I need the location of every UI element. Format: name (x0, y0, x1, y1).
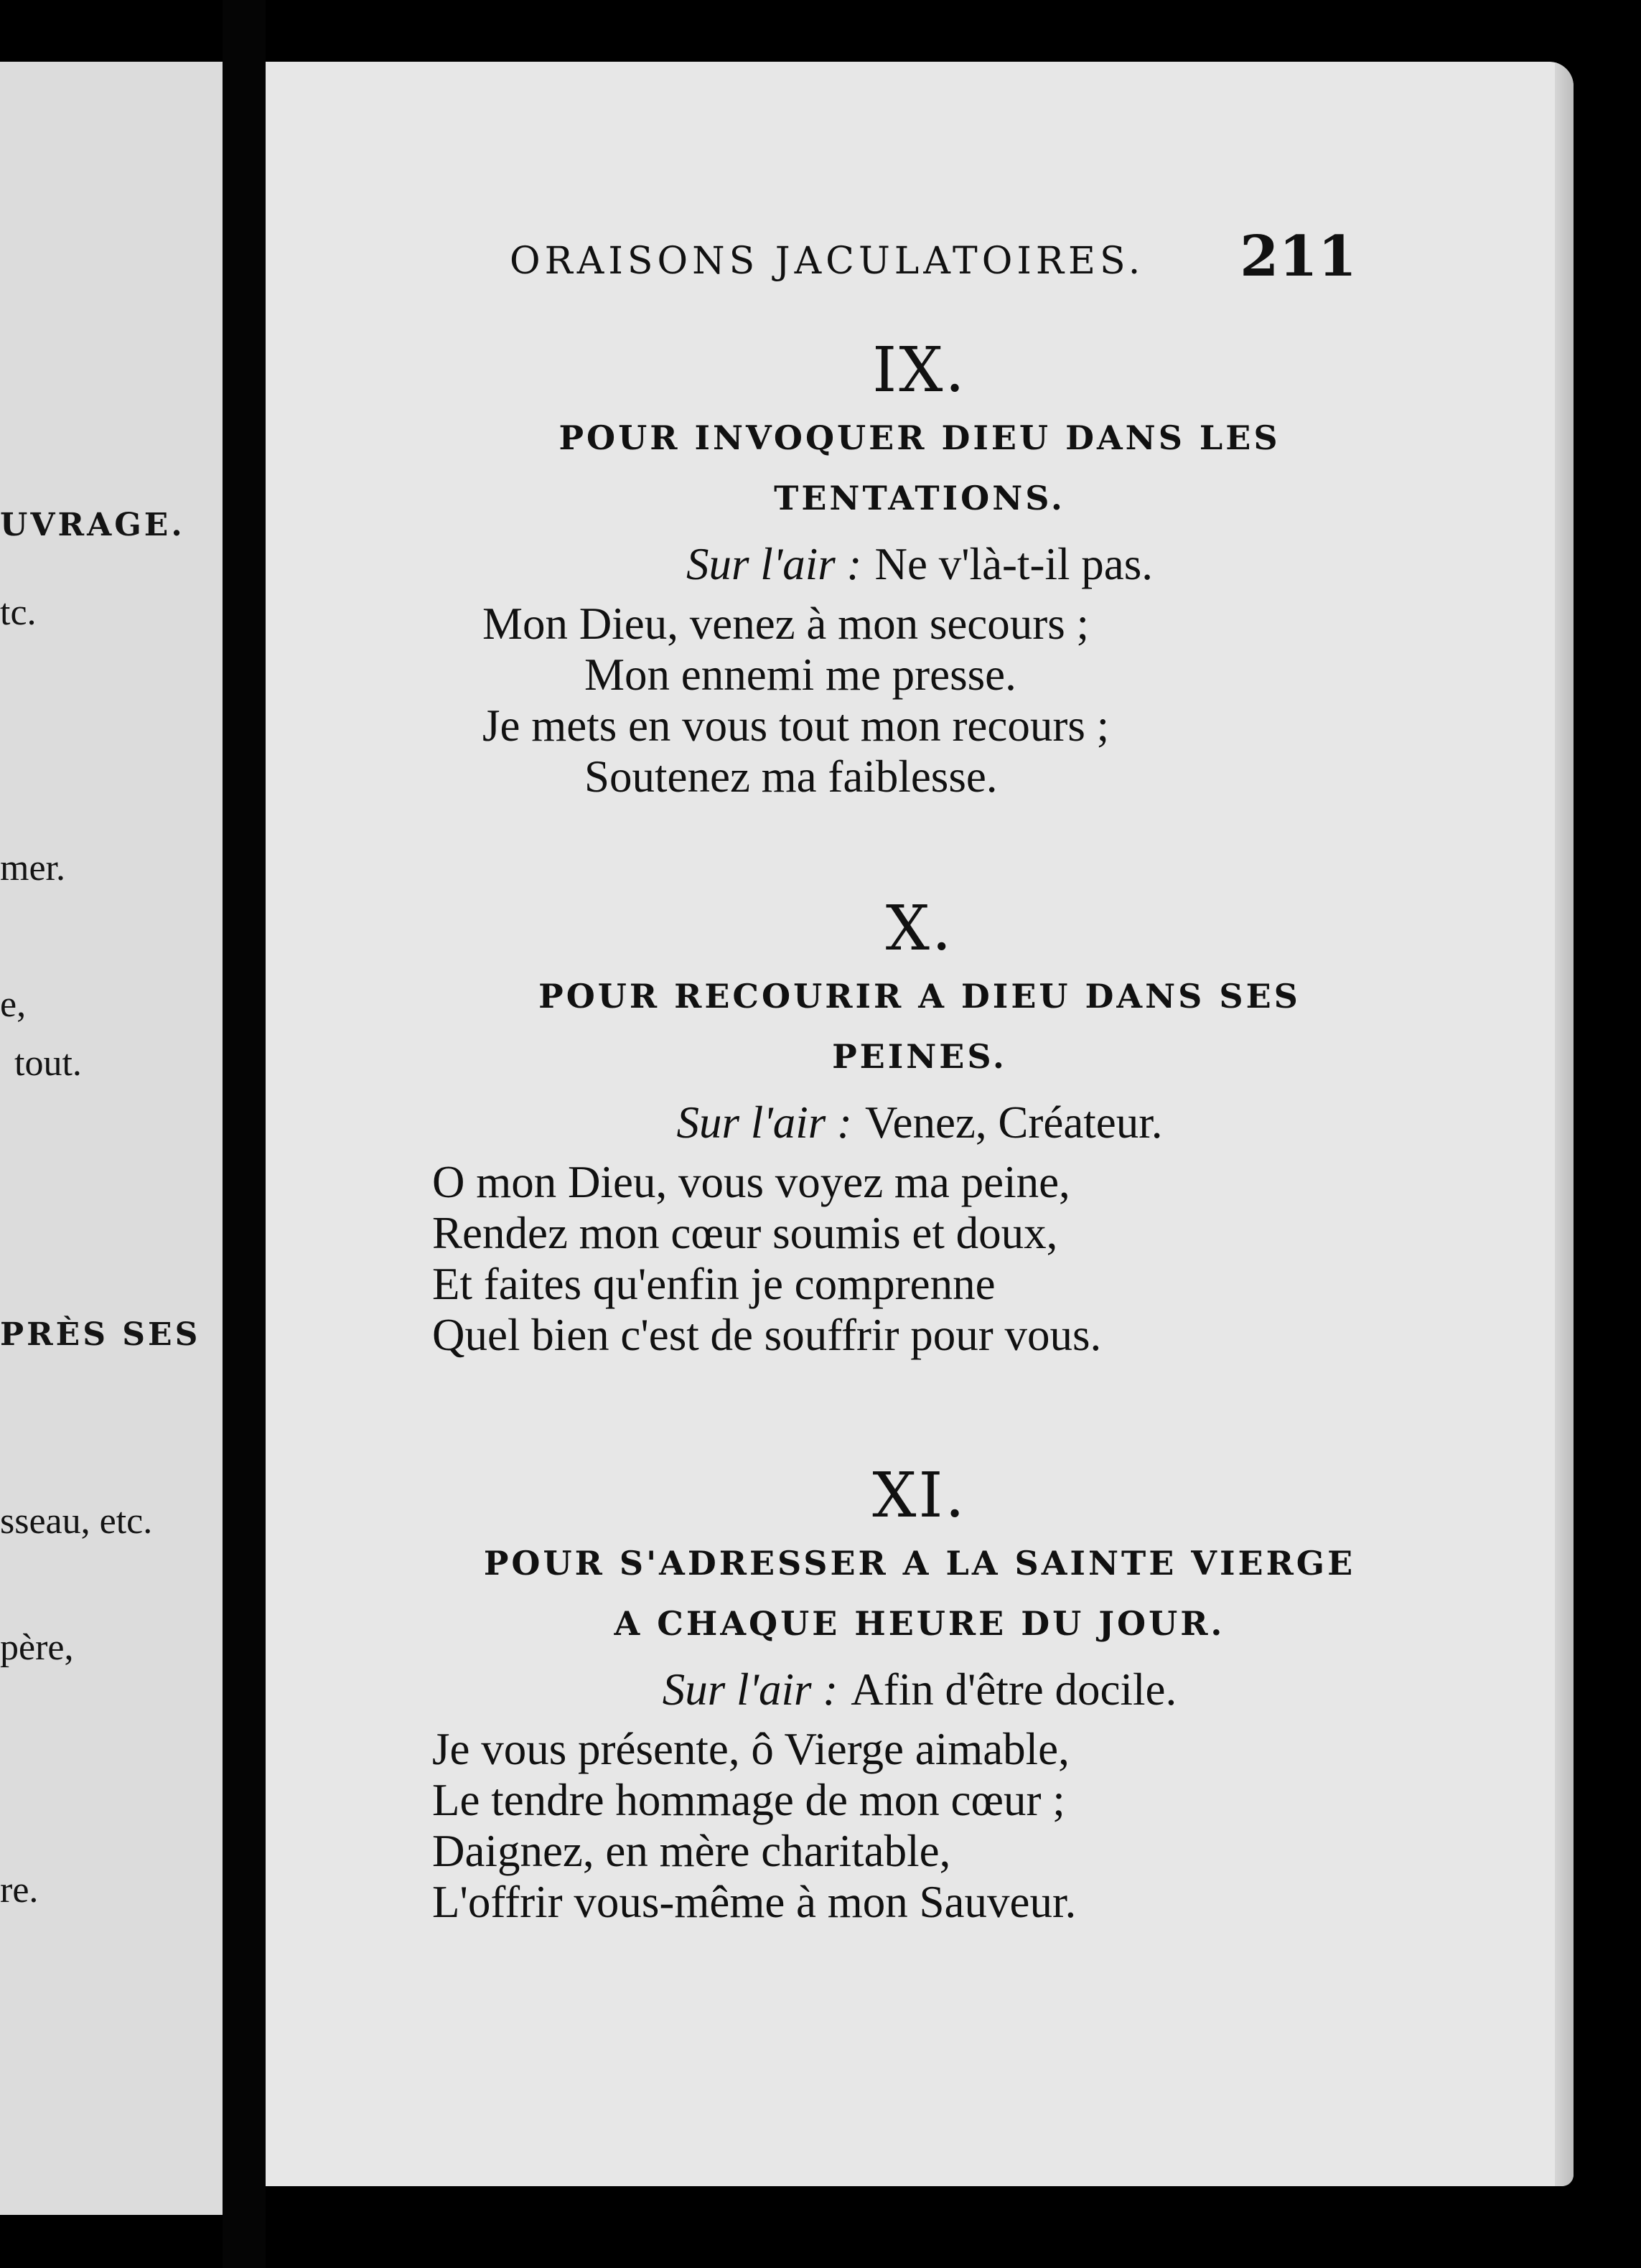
verse-line: Daignez, en mère charitable, (432, 1826, 951, 1876)
left-page-fragment (0, 62, 223, 2215)
section-heading-line: POUR RECOURIR A DIEU DANS SES (538, 977, 1301, 1016)
verse-line: Quel bien c'est de souffrir pour vous. (432, 1310, 1102, 1360)
tune-line (266, 1090, 1574, 1156)
tune-name: Afin d'être docile. (851, 1664, 1177, 1715)
tune-label: Sur l'air : (686, 539, 862, 589)
left-page-line: tout. (14, 1043, 82, 1084)
section-numeral: IX. (872, 334, 967, 406)
tune-name: Venez, Créateur. (864, 1097, 1163, 1148)
left-page-line: UVRAGE. (0, 507, 185, 543)
running-header (510, 224, 1357, 303)
tune-name: Ne v'là-t-il pas. (874, 539, 1153, 589)
book-gutter (223, 0, 266, 2268)
verse-line: L'offrir vous-même à mon Sauveur. (432, 1877, 1077, 1927)
section-numeral: XI. (872, 1460, 967, 1532)
verse-line: Je vous présente, ô Vierge aimable, (432, 1724, 1070, 1774)
verse-line: O mon Dieu, vous voyez ma peine, (432, 1157, 1070, 1207)
verse-line: Et faites qu'enfin je comprenne (432, 1259, 996, 1309)
running-title: ORAISONS JACULATOIRES. (510, 240, 1145, 283)
left-page-line: père, (0, 1627, 74, 1668)
tune-label: Sur l'air : (676, 1097, 852, 1148)
section-xi (266, 1458, 1574, 1928)
page-number: 211 (1240, 224, 1357, 289)
section-x (266, 891, 1574, 1361)
left-page-line: PRÈS SES (0, 1316, 201, 1353)
verse-line: Je mets en vous tout mon recours ; (482, 700, 1110, 751)
verse-line: Le tendre hommage de mon cœur ; (432, 1775, 1065, 1825)
left-page-line: re. (0, 1870, 39, 1911)
section-heading-line: TENTATIONS. (774, 479, 1065, 517)
left-page-line: e, (0, 984, 27, 1025)
section-heading-line: PEINES. (832, 1037, 1007, 1076)
verse-line: Soutenez ma faiblesse. (584, 751, 998, 802)
verse (266, 1724, 1574, 1928)
left-page-line: mer. (0, 848, 65, 889)
tune-line (266, 1657, 1574, 1723)
verse (266, 599, 1574, 802)
section-heading-line: A CHAQUE HEURE DU JOUR. (614, 1604, 1225, 1643)
verse (266, 1157, 1574, 1361)
verse-line: Mon Dieu, venez à mon secours ; (482, 599, 1090, 649)
tune-label: Sur l'air : (662, 1664, 838, 1715)
section-heading-line: POUR INVOQUER DIEU DANS LES (558, 418, 1281, 457)
section-ix (266, 333, 1574, 802)
left-page-line: sseau, etc. (0, 1501, 153, 1542)
tune-line (266, 531, 1574, 597)
verse-line: Rendez mon cœur soumis et doux, (432, 1208, 1058, 1258)
section-numeral: X. (885, 893, 954, 965)
book-page (266, 62, 1574, 2186)
left-page-line: tc. (0, 592, 37, 633)
verse-line: Mon ennemi me presse. (584, 650, 1016, 700)
section-heading-line: POUR S'ADRESSER A LA SAINTE VIERGE (483, 1544, 1356, 1583)
